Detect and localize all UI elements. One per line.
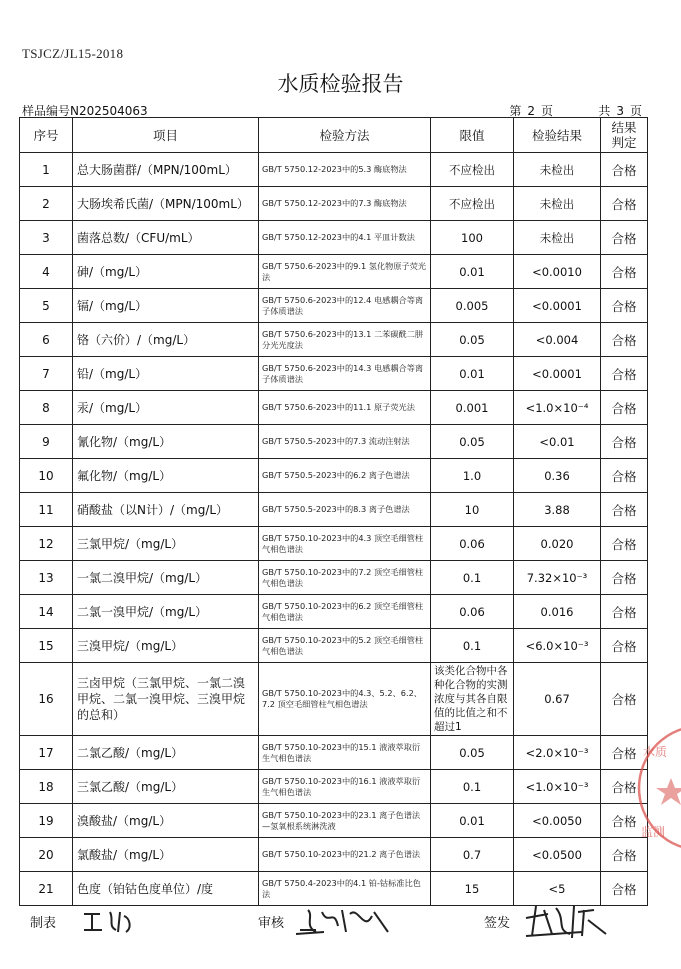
table-row [20, 493, 648, 527]
row-item: 镉/（mg/L） [73, 289, 259, 323]
row-method: GB/T 5750.6-2023中的14.3 电感耦合等离子体质谱法 [259, 357, 431, 391]
row-limit: 不应检出 [431, 153, 514, 187]
row-judgement: 合格 [601, 595, 648, 629]
row-method: GB/T 5750.10-2023中的4.3 顶空毛细管柱气相色谱法 [259, 527, 431, 561]
table-row [20, 221, 648, 255]
row-number: 11 [20, 493, 73, 527]
row-method: GB/T 5750.10-2023中的16.1 液液萃取衍生气相色谱法 [259, 770, 431, 804]
table-row [20, 153, 648, 187]
row-item: 二氯乙酸/（mg/L） [73, 736, 259, 770]
svg-text:监测: 监测 [641, 825, 666, 839]
row-method: GB/T 5750.5-2023中的6.2 离子色谱法 [259, 459, 431, 493]
row-judgement: 合格 [601, 357, 648, 391]
row-method: GB/T 5750.6-2023中的13.1 二苯碳酰二肼分光光度法 [259, 323, 431, 357]
row-limit: 0.7 [431, 838, 514, 872]
reviewed-signature [294, 902, 394, 942]
row-method: GB/T 5750.10-2023中的23.1 离子色谱法—氢氧根系统淋洗液 [259, 804, 431, 838]
row-item: 氯酸盐/（mg/L） [73, 838, 259, 872]
table-row [20, 357, 648, 391]
row-number: 13 [20, 561, 73, 595]
table-row [20, 255, 648, 289]
row-item: 三氯甲烷/（mg/L） [73, 527, 259, 561]
row-judgement: 合格 [601, 221, 648, 255]
row-limit: 0.05 [431, 425, 514, 459]
row-number: 10 [20, 459, 73, 493]
row-limit: 1.0 [431, 459, 514, 493]
table-header-row [20, 118, 648, 153]
report-title: 水质检验报告 [277, 72, 404, 96]
table-row [20, 561, 648, 595]
row-number: 18 [20, 770, 73, 804]
row-method: GB/T 5750.6-2023中的12.4 电感耦合等离子体质谱法 [259, 289, 431, 323]
header-result: 检验结果 [514, 118, 601, 153]
row-method: GB/T 5750.12-2023中的5.3 酶底物法 [259, 153, 431, 187]
table-row [20, 663, 648, 736]
row-judgement: 合格 [601, 323, 648, 357]
row-item: 氟化物/（mg/L） [73, 459, 259, 493]
row-method: GB/T 5750.10-2023中的5.2 顶空毛细管柱气相色谱法 [259, 629, 431, 663]
header-item: 项目 [73, 118, 259, 153]
row-judgement: 合格 [601, 153, 648, 187]
row-method: GB/T 5750.10-2023中的21.2 离子色谱法 [259, 838, 431, 872]
row-result: <0.0001 [514, 289, 601, 323]
row-item: 大肠埃希氏菌/（MPN/100mL） [73, 187, 259, 221]
page-total: 3 [616, 104, 624, 118]
table-row [20, 736, 648, 770]
row-result: <1.0×10⁻⁴ [514, 391, 601, 425]
row-item: 二氯一溴甲烷/（mg/L） [73, 595, 259, 629]
row-judgement: 合格 [601, 527, 648, 561]
row-judgement: 合格 [601, 736, 648, 770]
row-result: <6.0×10⁻³ [514, 629, 601, 663]
row-judgement: 合格 [601, 561, 648, 595]
row-result: <0.0010 [514, 255, 601, 289]
row-judgement: 合格 [601, 804, 648, 838]
row-limit: 0.005 [431, 289, 514, 323]
row-item: 一氯二溴甲烷/（mg/L） [73, 561, 259, 595]
row-item: 硝酸盐（以N计）/（mg/L） [73, 493, 259, 527]
sample-number: 样品编号N202504063 [22, 104, 148, 118]
row-item: 氰化物/（mg/L） [73, 425, 259, 459]
row-result: <1.0×10⁻³ [514, 770, 601, 804]
row-number: 3 [20, 221, 73, 255]
row-result: 0.020 [514, 527, 601, 561]
table-row [20, 187, 648, 221]
table-row [20, 770, 648, 804]
row-judgement: 合格 [601, 187, 648, 221]
row-judgement: 合格 [601, 838, 648, 872]
row-limit: 0.05 [431, 323, 514, 357]
page-word: 页 [541, 104, 554, 118]
row-number: 6 [20, 323, 73, 357]
row-number: 7 [20, 357, 73, 391]
row-limit: 0.06 [431, 595, 514, 629]
header-judgement: 结果判定 [601, 118, 648, 153]
row-number: 14 [20, 595, 73, 629]
row-item: 溴酸盐/（mg/L） [73, 804, 259, 838]
row-judgement: 合格 [601, 872, 648, 906]
row-item: 三溴甲烷/（mg/L） [73, 629, 259, 663]
prepared-signature [80, 906, 140, 938]
row-item: 色度（铂钴色度单位）/度 [73, 872, 259, 906]
row-method: GB/T 5750.4-2023中的4.1 铂-钴标准比色法 [259, 872, 431, 906]
row-limit: 100 [431, 221, 514, 255]
row-number: 15 [20, 629, 73, 663]
row-number: 17 [20, 736, 73, 770]
row-number: 16 [20, 663, 73, 736]
row-number: 12 [20, 527, 73, 561]
signature-footer [22, 912, 662, 952]
row-number: 9 [20, 425, 73, 459]
row-judgement: 合格 [601, 425, 648, 459]
row-result: <0.0001 [514, 357, 601, 391]
row-number: 21 [20, 872, 73, 906]
row-number: 5 [20, 289, 73, 323]
inspection-seal [631, 718, 681, 858]
table-row [20, 804, 648, 838]
table-row [20, 838, 648, 872]
row-limit: 不应检出 [431, 187, 514, 221]
row-result: 未检出 [514, 153, 601, 187]
results-table [19, 117, 648, 906]
row-result: 3.88 [514, 493, 601, 527]
page-current: 2 [527, 104, 536, 118]
row-judgement: 合格 [601, 663, 648, 736]
row-result: <0.0050 [514, 804, 601, 838]
table-row [20, 629, 648, 663]
row-limit: 0.001 [431, 391, 514, 425]
row-result: 未检出 [514, 221, 601, 255]
row-item: 三卤甲烷（三氯甲烷、一氯二溴甲烷、二氯一溴甲烷、三溴甲烷的总和） [73, 663, 259, 736]
row-number: 8 [20, 391, 73, 425]
header-limit: 限值 [431, 118, 514, 153]
row-limit: 0.06 [431, 527, 514, 561]
row-method: GB/T 5750.12-2023中的7.3 酶底物法 [259, 187, 431, 221]
row-result: 未检出 [514, 187, 601, 221]
row-number: 2 [20, 187, 73, 221]
row-method: GB/T 5750.10-2023中的6.2 顶空毛细管柱气相色谱法 [259, 595, 431, 629]
table-row [20, 289, 648, 323]
row-judgement: 合格 [601, 289, 648, 323]
row-limit: 0.01 [431, 804, 514, 838]
row-method: GB/T 5750.5-2023中的8.3 离子色谱法 [259, 493, 431, 527]
prepared-label: 制表 [30, 916, 57, 931]
row-limit: 0.01 [431, 357, 514, 391]
row-result: 0.67 [514, 663, 601, 736]
header-method: 检验方法 [259, 118, 431, 153]
row-limit: 0.05 [431, 736, 514, 770]
svg-text:水质: 水质 [643, 745, 668, 759]
row-number: 4 [20, 255, 73, 289]
reviewed-label: 审核 [258, 916, 285, 931]
row-judgement: 合格 [601, 770, 648, 804]
row-result: <2.0×10⁻³ [514, 736, 601, 770]
table-row [20, 323, 648, 357]
row-number: 20 [20, 838, 73, 872]
row-result: 7.32×10⁻³ [514, 561, 601, 595]
row-method: GB/T 5750.6-2023中的11.1 原子荧光法 [259, 391, 431, 425]
row-result: <0.0500 [514, 838, 601, 872]
row-result: <0.01 [514, 425, 601, 459]
row-method: GB/T 5750.5-2023中的7.3 流动注射法 [259, 425, 431, 459]
page-total-prefix: 共 [598, 104, 611, 118]
row-limit: 0.1 [431, 770, 514, 804]
row-limit: 0.01 [431, 255, 514, 289]
row-judgement: 合格 [601, 629, 648, 663]
row-result: 0.016 [514, 595, 601, 629]
row-method: GB/T 5750.6-2023中的9.1 氢化物原子荧光法 [259, 255, 431, 289]
row-judgement: 合格 [601, 459, 648, 493]
row-limit: 0.1 [431, 561, 514, 595]
row-number: 19 [20, 804, 73, 838]
header-no: 序号 [20, 118, 73, 153]
page-total-word: 页 [629, 104, 642, 118]
row-item: 总大肠菌群/（MPN/100mL） [73, 153, 259, 187]
row-number: 1 [20, 153, 73, 187]
table-row [20, 459, 648, 493]
issued-signature [522, 900, 612, 942]
row-limit: 10 [431, 493, 514, 527]
row-item: 汞/（mg/L） [73, 391, 259, 425]
row-method: GB/T 5750.12-2023中的4.1 平皿计数法 [259, 221, 431, 255]
row-limit: 0.1 [431, 629, 514, 663]
document-code: TSJCZ/JL15-2018 [22, 46, 124, 61]
row-result: <0.004 [514, 323, 601, 357]
table-row [20, 425, 648, 459]
row-item: 菌落总数/（CFU/mL） [73, 221, 259, 255]
row-method: GB/T 5750.10-2023中的4.3、5.2、6.2、7.2 顶空毛细管柱气相色谱法 [259, 663, 431, 736]
row-result: 0.36 [514, 459, 601, 493]
table-row [20, 595, 648, 629]
row-result: <5 [514, 872, 601, 906]
row-judgement: 合格 [601, 391, 648, 425]
page-prefix: 第 [509, 104, 522, 118]
row-item: 砷/（mg/L） [73, 255, 259, 289]
table-row [20, 527, 648, 561]
row-method: GB/T 5750.10-2023中的7.2 顶空毛细管柱气相色谱法 [259, 561, 431, 595]
row-method: GB/T 5750.10-2023中的15.1 液液萃取衍生气相色谱法 [259, 736, 431, 770]
row-item: 铬（六价）/（mg/L） [73, 323, 259, 357]
row-item: 铅/（mg/L） [73, 357, 259, 391]
table-row [20, 391, 648, 425]
issued-label: 签发 [484, 916, 511, 931]
row-limit: 15 [431, 872, 514, 906]
row-limit: 该类化合物中各种化合物的实测浓度与其各自限值的比值之和不超过1 [431, 663, 514, 736]
row-judgement: 合格 [601, 493, 648, 527]
row-item: 三氯乙酸/（mg/L） [73, 770, 259, 804]
row-judgement: 合格 [601, 255, 648, 289]
